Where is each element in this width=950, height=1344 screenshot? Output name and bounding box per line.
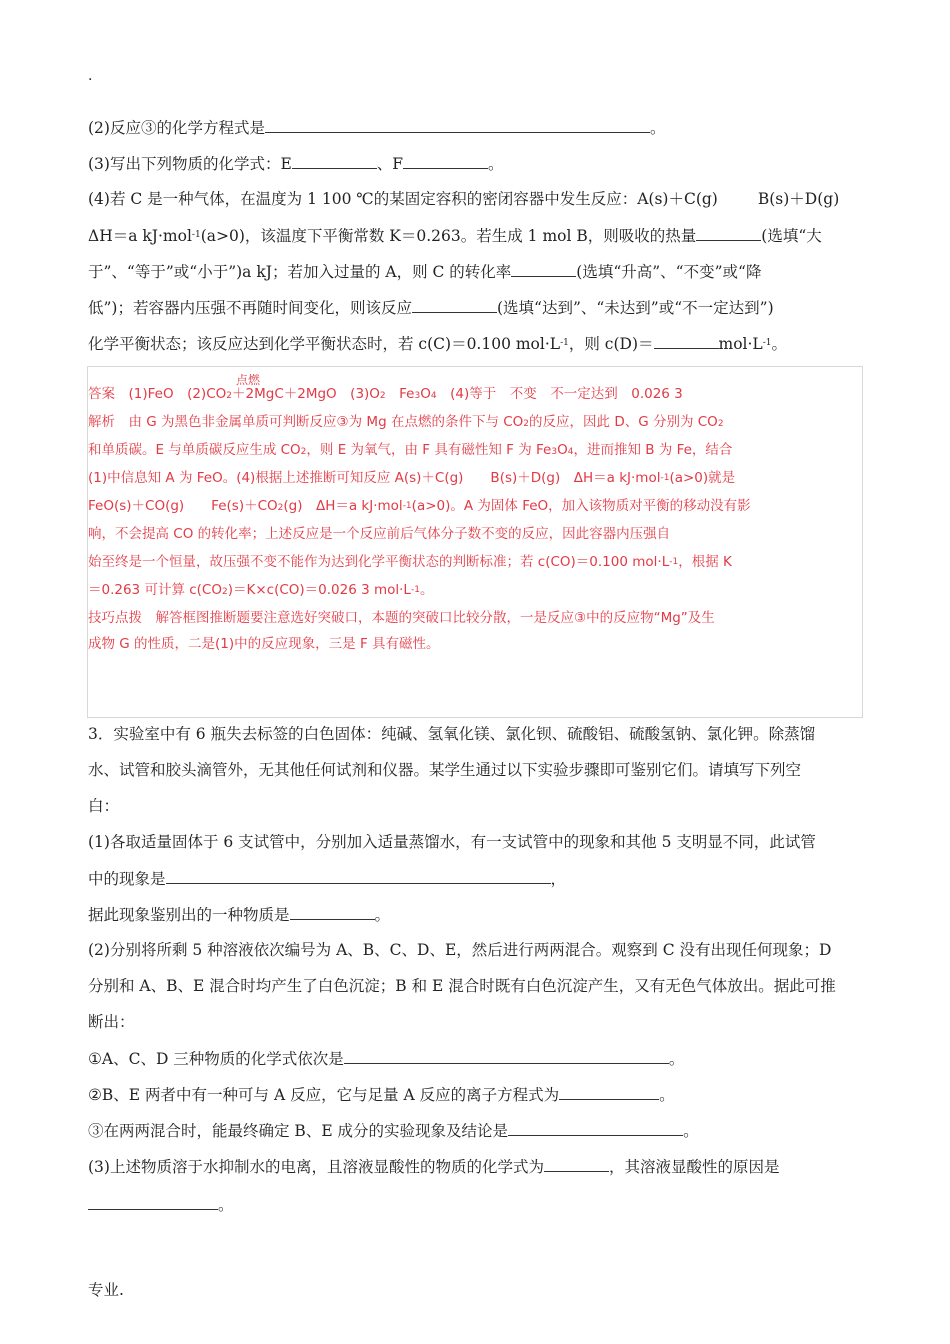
- answer-blank[interactable]: [412, 296, 497, 313]
- q3-part2: 断出：: [88, 1013, 135, 1031]
- q2-part3: (3)写出下列物质的化学式：E 、F 。: [88, 152, 878, 175]
- q2-part4-line5: 化学平衡状态；该反应达到化学平衡状态时，若 c(C)＝0.100 $mol\cdot L^{-1}$，则 $c(D)= mol\cdot L^{-1}$。: [88, 332, 878, 355]
- answer-blank[interactable]: [696, 224, 761, 241]
- answer-blank[interactable]: [544, 1155, 609, 1172]
- answer-blank[interactable]: [265, 116, 650, 133]
- q3-stem: 3．实验室中有 6 瓶失去标签的白色固体：纯碱、氢氧化镁、氯化钡、硫酸铝、硫酸氢钠、氯化钾。除蒸馏: [88, 725, 816, 743]
- q2-part4-line3: 于”、“等于”或“小于”)a kJ；若加入过量的 A，则 C 的转化率 (选填“升高”、“不变”或“降: [88, 260, 878, 283]
- q2-part4-line1: (4)若 C 是一种气体，在温度为 1 100 ℃的某固定容积的密闭容器中发生反应：A(s)＋C(g) B(s)＋D(g): [88, 190, 840, 208]
- ignite-condition: 点燃 ＋2Mg: [232, 373, 275, 402]
- answer-blank[interactable]: [166, 867, 551, 884]
- answer-line: 答案 (1)FeO (2)CO2 点燃 ＋2MgC＋2MgO (3)O2 Fe3O4 (4)等于 不变 不一定达到 0.026 3: [88, 373, 683, 402]
- analysis-line: ＝0.263 可计算 c(CO2)＝K×c(CO)＝0.026 3 $mol\cdot L^{-1}$。: [88, 582, 434, 598]
- analysis-line: 响，不会提高 CO 的转化率；上述反应是一个反应前后气体分子数不变的反应，因此容器内压强自: [88, 526, 671, 542]
- q3-part2: ①A、C、D 三种物质的化学式依次是 。: [88, 1047, 878, 1070]
- tip-line: 成物 G 的性质，二是(1)中的反应现象，三是 F 具有磁性。: [88, 636, 440, 652]
- analysis-line: (1)中信息知 A 为 FeO。(4)根据上述推断可知反应 A(s)＋C(g) B(s)＋D(g) ΔH＝a kJ·mol$^{-1}$(a>0)就是: [88, 470, 736, 486]
- q3-part2: ③在两两混合时，能最终确定 B、E 成分的实验现象及结论是 。: [88, 1119, 878, 1142]
- answer-blank[interactable]: [654, 332, 719, 349]
- q2-part4-line2: ΔH＝a kJ·mol$^{-1}$(a>0)，该温度下平衡常数 K＝0.263。若生成 1 mol B，则吸收的热量 (选填“大: [88, 224, 878, 247]
- analysis-line: 始至终是一个恒量，故压强不变不能作为达到化学平衡状态的判断标准；若 c(CO)＝0.100 $mol\cdot L^{-1}$，根据 K: [88, 554, 732, 570]
- analysis-line: 解析 由 G 为黑色非金属单质可判断反应③为 Mg 在点燃的条件下与 CO2的反应，因此 D、G 分别为 CO2: [88, 414, 724, 430]
- q3-part1: (1)各取适量固体于 6 支试管中，分别加入适量蒸馏水，有一支试管中的现象和其他 5 支明显不同，此试管: [88, 833, 816, 851]
- q3-part1: 据此现象鉴别出的一种物质是 。: [88, 903, 878, 926]
- q3-part2: (2)分别将所剩 5 种溶液依次编号为 A、B、C、D、E，然后进行两两混合。观察到 C 没有出现任何现象；D: [88, 941, 832, 959]
- answer-blank[interactable]: [508, 1119, 683, 1136]
- q3-part2: ②B、E 两者中有一种可与 A 反应，它与足量 A 反应的离子方程式为 。: [88, 1083, 878, 1106]
- tip-line: 技巧点拨 解答框图推断题要注意选好突破口，本题的突破口比较分散，一是反应③中的反应物“Mg”及生: [88, 610, 715, 626]
- answer-blank[interactable]: [511, 260, 576, 277]
- q3-stem: 白：: [88, 797, 120, 815]
- page-footer: 专业.: [88, 1281, 124, 1299]
- answer-blank[interactable]: [559, 1083, 659, 1100]
- q3-part2: 分别和 A、B、E 混合时均产生了白色沉淀；B 和 E 混合时既有白色沉淀产生，又有无色气体放出。据此可推: [88, 977, 836, 995]
- q3-part1: 中的现象是 ，: [88, 867, 878, 890]
- analysis-line: FeO(s)＋CO(g) Fe(s)＋CO2(g) ΔH＝a kJ·mol$^{-1}$(a>0)。A 为固体 FeO，加入该物质对平衡的移动没有影: [88, 498, 751, 514]
- answer-blank[interactable]: [292, 152, 377, 169]
- analysis-line: 和单质碳。E 与单质碳反应生成 CO2，则 E 为氧气，由 F 具有磁性知 F 为 Fe3O4，进而推知 B 为 Fe，结合: [88, 442, 733, 458]
- answer-blank[interactable]: [403, 152, 488, 169]
- q3-part3: (3)上述物质溶于水抑制水的电离，且溶液显酸性的物质的化学式为 ，其溶液显酸性的原因是: [88, 1155, 878, 1178]
- q2-part4-line4: 低”)；若容器内压强不再随时间变化，则该反应 (选填“达到”、“未达到”或“不一定达到”): [88, 296, 878, 319]
- answer-blank[interactable]: [290, 903, 375, 920]
- q3-stem: 水、试管和胶头滴管外，无其他任何试剂和仪器。某学生通过以下实验步骤即可鉴别它们。请填写下列空: [88, 761, 802, 779]
- q2-part2: (2)反应③的化学方程式是 。: [88, 116, 878, 139]
- answer-blank[interactable]: [88, 1193, 218, 1210]
- answer-blank[interactable]: [344, 1047, 669, 1064]
- q3-part3: 。: [88, 1193, 878, 1216]
- page-marker: ·: [88, 72, 93, 88]
